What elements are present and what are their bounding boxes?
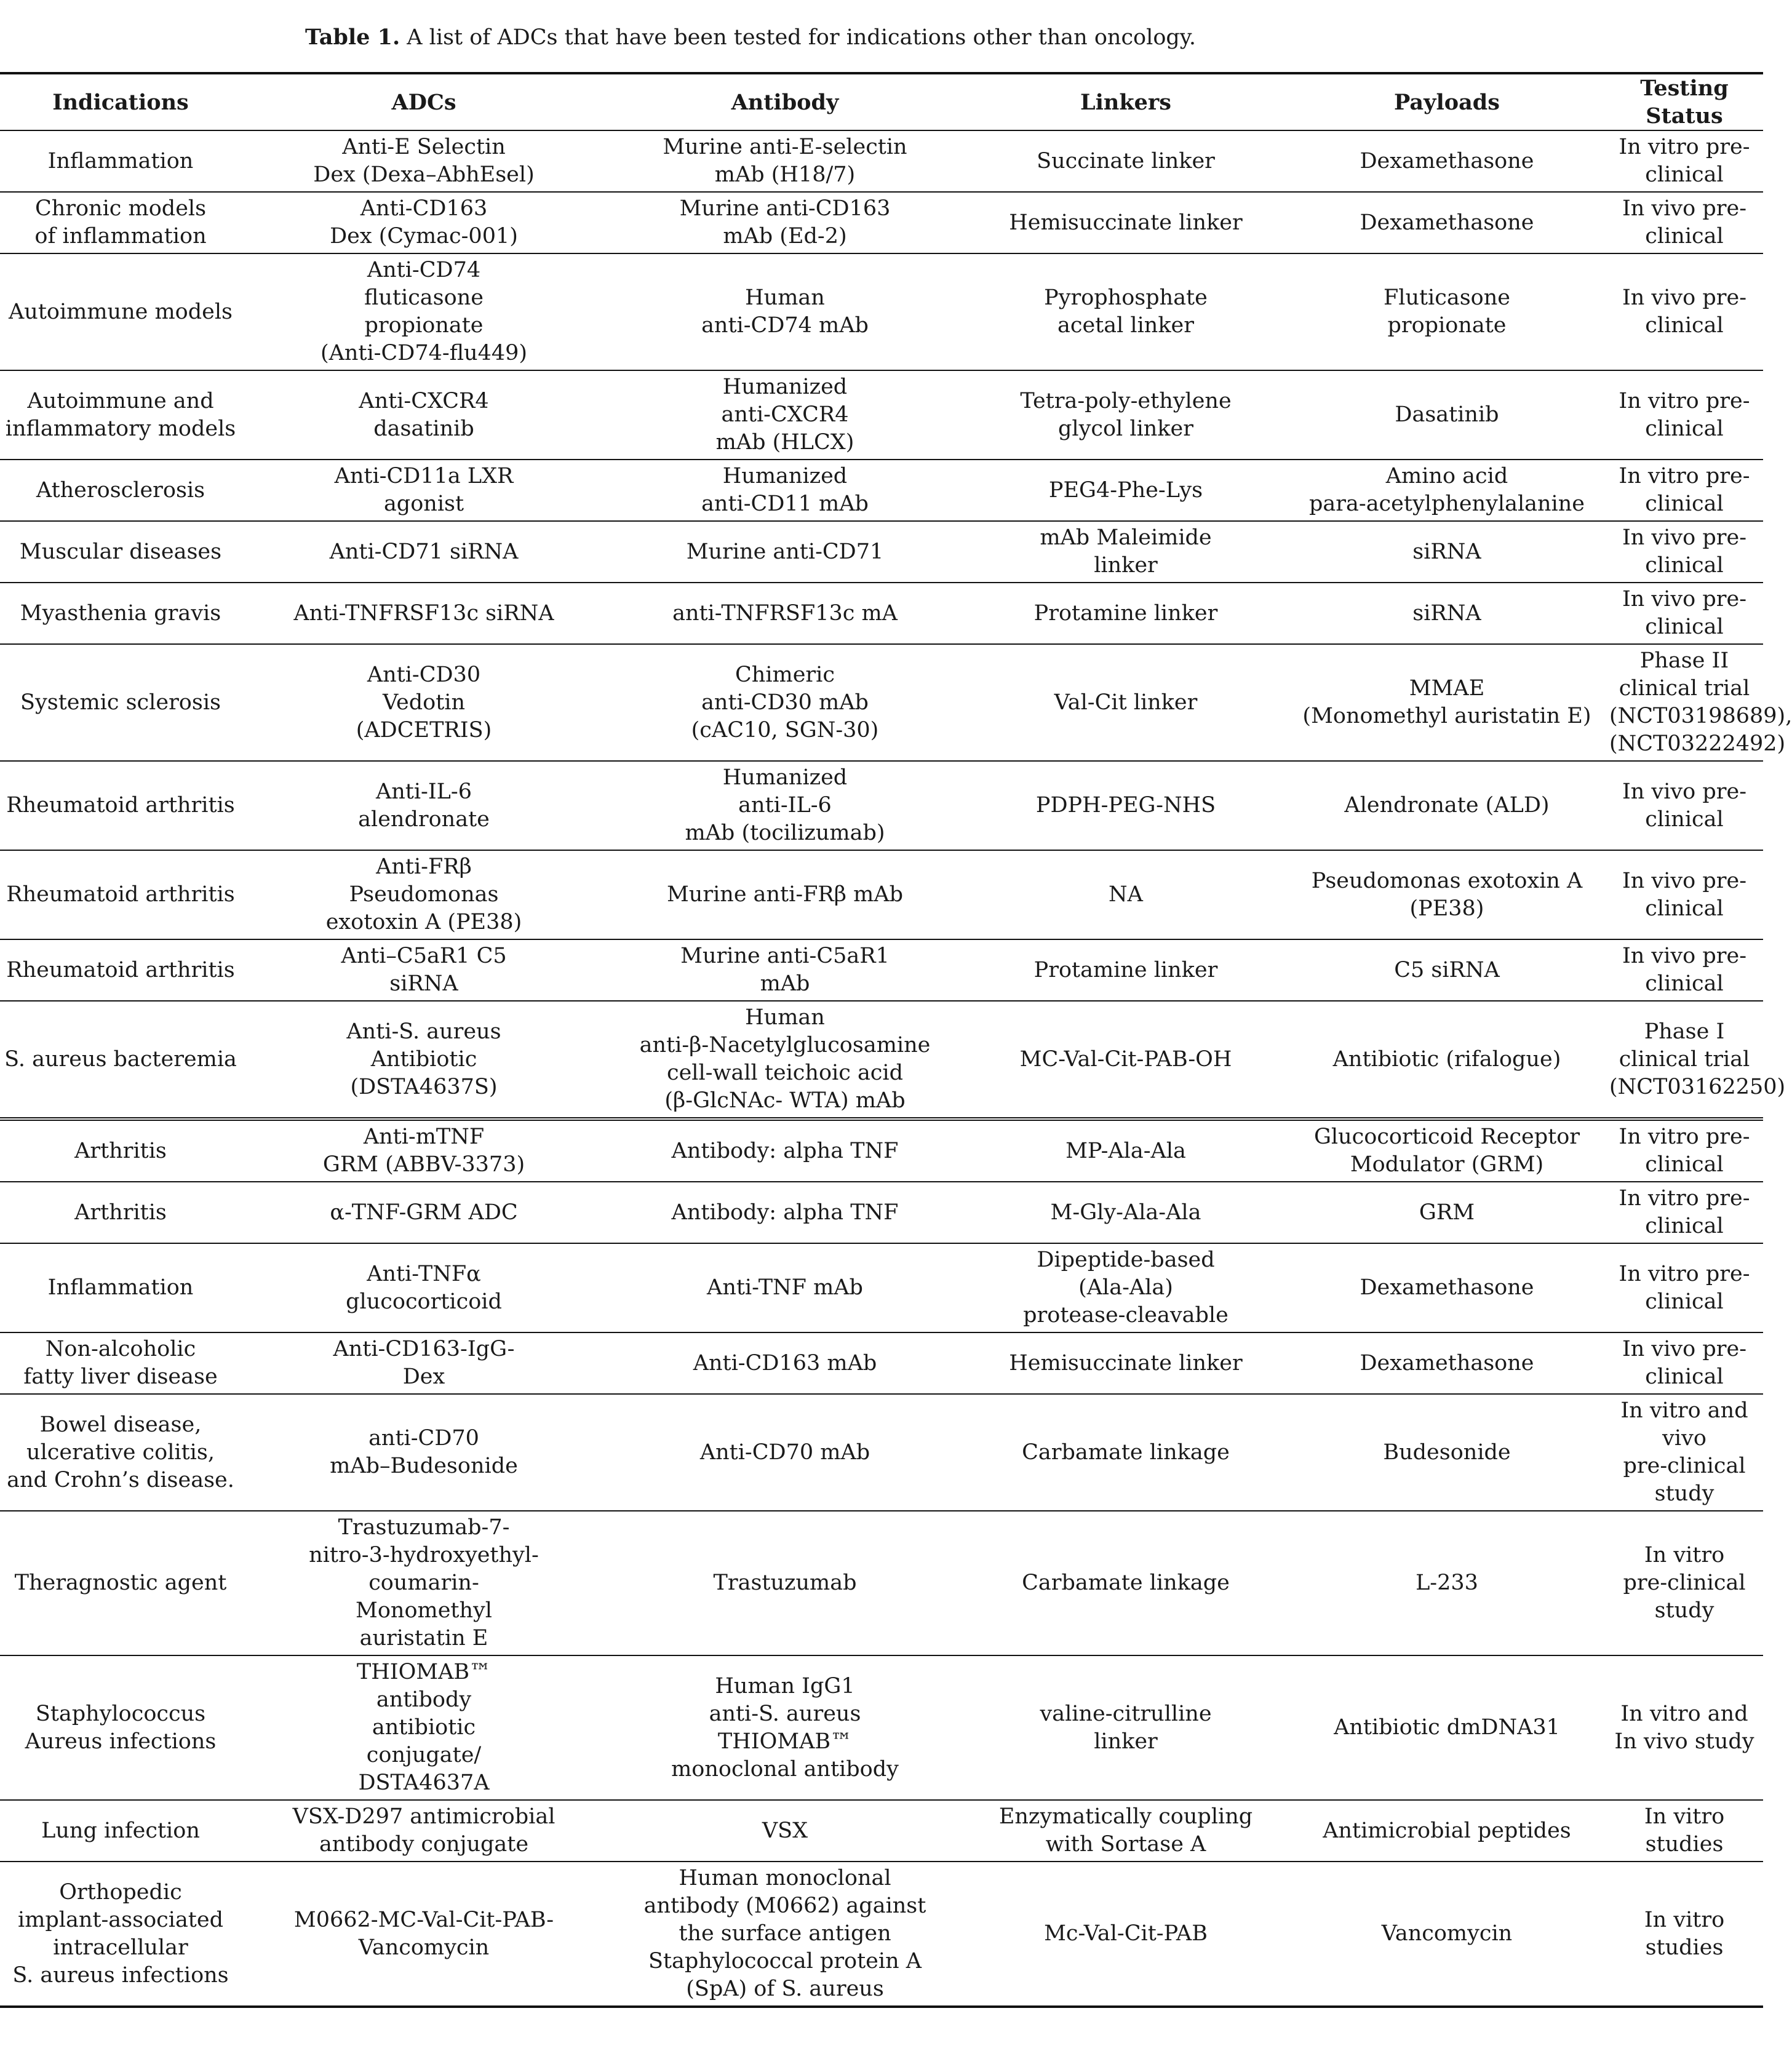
payload-cell: C5 siRNA xyxy=(1288,939,1606,1001)
payload-cell: Dexamethasone xyxy=(1288,192,1606,253)
header-indications: Indications xyxy=(0,73,241,130)
status-cell: In vitro pre-clinical xyxy=(1606,1243,1763,1332)
adc-cell: anti-CD70 mAb–Budesonide xyxy=(241,1394,607,1511)
indication-cell: Arthritis xyxy=(0,1182,241,1243)
linker-cell: MC-Val-Cit-PAB-OH xyxy=(963,1001,1288,1119)
table-row xyxy=(0,1243,1763,1332)
payload-cell: Antimicrobial peptides xyxy=(1288,1800,1606,1862)
status-cell: In vitro pre-clinical xyxy=(1606,1119,1763,1182)
antibody-cell: anti-TNFRSF13c mA xyxy=(607,583,963,644)
status-cell: In vitro pre-clinical xyxy=(1606,460,1763,521)
indication-cell: Autoimmune and inflammatory models xyxy=(0,370,241,460)
status-cell: Phase II clinical trial (NCT03198689), (NCT03222492) xyxy=(1606,644,1763,761)
linker-cell: Hemisuccinate linker xyxy=(963,192,1288,253)
table-row xyxy=(0,1001,1763,1119)
payload-cell: Glucocorticoid Receptor Modulator (GRM) xyxy=(1288,1119,1606,1182)
antibody-cell: Murine anti-E-selectin mAb (H18/7) xyxy=(607,130,963,192)
linker-cell: Carbamate linkage xyxy=(963,1511,1288,1655)
antibody-cell: Antibody: alpha TNF xyxy=(607,1119,963,1182)
table-row xyxy=(0,130,1763,192)
adc-cell: THIOMAB™ antibody antibiotic conjugate/ DSTA4637A xyxy=(241,1655,607,1800)
payload-cell: siRNA xyxy=(1288,521,1606,583)
linker-cell: MP-Ala-Ala xyxy=(963,1119,1288,1182)
adc-cell: Anti-S. aureus Antibiotic (DSTA4637S) xyxy=(241,1001,607,1119)
indication-cell: Chronic models of inflammation xyxy=(0,192,241,253)
indication-cell: Autoimmune models xyxy=(0,253,241,370)
status-cell: In vitro pre-clinical xyxy=(1606,1182,1763,1243)
indication-cell: Atherosclerosis xyxy=(0,460,241,521)
adc-cell: Anti-CD71 siRNA xyxy=(241,521,607,583)
linker-cell: Succinate linker xyxy=(963,130,1288,192)
status-cell: In vitro pre-clinical study xyxy=(1606,1511,1763,1655)
payload-cell: Amino acid para-acetylphenylalanine xyxy=(1288,460,1606,521)
caption-label: Table 1. xyxy=(305,25,400,50)
adc-cell: Anti-CXCR4 dasatinib xyxy=(241,370,607,460)
adc-cell: Anti-TNFα glucocorticoid xyxy=(241,1243,607,1332)
antibody-cell: Human anti-β-Nacetylglucosamine cell-wall teichoic acid (β-GlcNAc- WTA) mAb xyxy=(607,1001,963,1119)
adc-cell: M0662-MC-Val-Cit-PAB- Vancomycin xyxy=(241,1862,607,2007)
indication-cell: Rheumatoid arthritis xyxy=(0,761,241,850)
antibody-cell: Anti-CD70 mAb xyxy=(607,1394,963,1511)
payload-cell: Pseudomonas exotoxin A (PE38) xyxy=(1288,850,1606,939)
table-body xyxy=(0,130,1792,2007)
payload-cell: Dasatinib xyxy=(1288,370,1606,460)
antibody-cell: Murine anti-C5aR1 mAb xyxy=(607,939,963,1001)
table-row xyxy=(0,1332,1763,1394)
antibody-cell: Humanized anti-CXCR4 mAb (HLCX) xyxy=(607,370,963,460)
indication-cell: Rheumatoid arthritis xyxy=(0,850,241,939)
indication-cell: Non-alcoholic fatty liver disease xyxy=(0,1332,241,1394)
header-antibody: Antibody xyxy=(607,73,963,130)
status-cell: In vivo pre-clinical xyxy=(1606,850,1763,939)
indication-cell: Lung infection xyxy=(0,1800,241,1862)
antibody-cell: Anti-CD163 mAb xyxy=(607,1332,963,1394)
linker-cell: mAb Maleimide linker xyxy=(963,521,1288,583)
table-row xyxy=(0,1511,1763,1655)
payload-cell: Alendronate (ALD) xyxy=(1288,761,1606,850)
header-testing-status: Testing Status xyxy=(1606,73,1763,130)
table-row xyxy=(0,521,1763,583)
status-cell: In vivo pre-clinical xyxy=(1606,253,1763,370)
table-row xyxy=(0,370,1763,460)
payload-cell: Antibiotic (rifalogue) xyxy=(1288,1001,1606,1119)
indication-cell: Systemic sclerosis xyxy=(0,644,241,761)
status-cell: Phase I clinical trial (NCT03162250) xyxy=(1606,1001,1763,1119)
status-cell: In vitro and vivo pre-clinical study xyxy=(1606,1394,1763,1511)
adc-cell: Anti-IL-6 alendronate xyxy=(241,761,607,850)
table-row xyxy=(0,1119,1763,1182)
status-cell: In vivo pre-clinical xyxy=(1606,192,1763,253)
antibody-cell: Murine anti-FRβ mAb xyxy=(607,850,963,939)
header-adcs: ADCs xyxy=(241,73,607,130)
adc-cell: Anti-CD74 fluticasone propionate (Anti-CD74-flu449) xyxy=(241,253,607,370)
status-cell: In vitro studies xyxy=(1606,1800,1763,1862)
linker-cell: PEG4-Phe-Lys xyxy=(963,460,1288,521)
table-header-row xyxy=(0,73,1763,130)
indication-cell: Muscular diseases xyxy=(0,521,241,583)
header-linkers: Linkers xyxy=(963,73,1288,130)
antibody-cell: Murine anti-CD71 xyxy=(607,521,963,583)
status-cell: In vivo pre-clinical xyxy=(1606,761,1763,850)
adc-cell: Anti-CD163 Dex (Cymac-001) xyxy=(241,192,607,253)
header-payloads: Payloads xyxy=(1288,73,1606,130)
antibody-cell: VSX xyxy=(607,1800,963,1862)
table-row xyxy=(0,1394,1763,1511)
linker-cell: Dipeptide-based (Ala-Ala) protease-cleavable xyxy=(963,1243,1288,1332)
adc-cell: Anti-CD11a LXR agonist xyxy=(241,460,607,521)
linker-cell: Tetra-poly-ethylene glycol linker xyxy=(963,370,1288,460)
adc-cell: Anti-CD30 Vedotin (ADCETRIS) xyxy=(241,644,607,761)
payload-cell: GRM xyxy=(1288,1182,1606,1243)
payload-cell: Dexamethasone xyxy=(1288,130,1606,192)
adc-cell: VSX-D297 antimicrobial antibody conjugate xyxy=(241,1800,607,1862)
linker-cell: Pyrophosphate acetal linker xyxy=(963,253,1288,370)
status-cell: In vivo pre-clinical xyxy=(1606,1332,1763,1394)
linker-cell: Mc-Val-Cit-PAB xyxy=(963,1862,1288,2007)
linker-cell: Carbamate linkage xyxy=(963,1394,1288,1511)
linker-cell: Hemisuccinate linker xyxy=(963,1332,1288,1394)
payload-cell: Antibiotic dmDNA31 xyxy=(1288,1655,1606,1800)
status-cell: In vitro pre-clinical xyxy=(1606,130,1763,192)
table-row xyxy=(0,644,1763,761)
table-row xyxy=(0,1655,1763,1800)
status-cell: In vitro and In vivo study xyxy=(1606,1655,1763,1800)
indication-cell: Inflammation xyxy=(0,1243,241,1332)
linker-cell: valine-citrulline linker xyxy=(963,1655,1288,1800)
payload-cell: siRNA xyxy=(1288,583,1606,644)
indication-cell: Inflammation xyxy=(0,130,241,192)
antibody-cell: Anti-TNF mAb xyxy=(607,1243,963,1332)
linker-cell: Enzymatically coupling with Sortase A xyxy=(963,1800,1288,1862)
payload-cell: L-233 xyxy=(1288,1511,1606,1655)
antibody-cell: Human monoclonal antibody (M0662) against the surface antigen Staphylococcal protein A (SpA) of S. aureus xyxy=(607,1862,963,2007)
table-row xyxy=(0,1800,1763,1862)
table-row xyxy=(0,761,1763,850)
adc-cell: Anti-E Selectin Dex (Dexa–AbhEsel) xyxy=(241,130,607,192)
indication-cell: Rheumatoid arthritis xyxy=(0,939,241,1001)
antibody-cell: Humanized anti-IL-6 mAb (tocilizumab) xyxy=(607,761,963,850)
table-row xyxy=(0,1182,1763,1243)
table-row xyxy=(0,1862,1763,2007)
linker-cell: NA xyxy=(963,850,1288,939)
status-cell: In vivo pre-clinical xyxy=(1606,521,1763,583)
caption-text: A list of ADCs that have been tested for indications other than oncology. xyxy=(407,25,1197,50)
table-caption xyxy=(305,23,1196,52)
status-cell: In vivo pre-clinical xyxy=(1606,939,1763,1001)
payload-cell: Budesonide xyxy=(1288,1394,1606,1511)
status-cell: In vitro studies xyxy=(1606,1862,1763,2007)
indication-cell: Theragnostic agent xyxy=(0,1511,241,1655)
adc-cell: Anti-mTNF GRM (ABBV-3373) xyxy=(241,1119,607,1182)
linker-cell: Val-Cit linker xyxy=(963,644,1288,761)
payload-cell: Vancomycin xyxy=(1288,1862,1606,2007)
table-row xyxy=(0,460,1763,521)
antibody-cell: Chimeric anti-CD30 mAb (cAC10, SGN-30) xyxy=(607,644,963,761)
indication-cell: Bowel disease, ulcerative colitis, and Crohn’s disease. xyxy=(0,1394,241,1511)
antibody-cell: Humanized anti-CD11 mAb xyxy=(607,460,963,521)
antibody-cell: Antibody: alpha TNF xyxy=(607,1182,963,1243)
antibody-cell: Murine anti-CD163 mAb (Ed-2) xyxy=(607,192,963,253)
indication-cell: Myasthenia gravis xyxy=(0,583,241,644)
linker-cell: PDPH-PEG-NHS xyxy=(963,761,1288,850)
linker-cell: Protamine linker xyxy=(963,583,1288,644)
linker-cell: Protamine linker xyxy=(963,939,1288,1001)
payload-cell: Fluticasone propionate xyxy=(1288,253,1606,370)
adc-cell: Anti-TNFRSF13c siRNA xyxy=(241,583,607,644)
indication-cell: Orthopedic implant-associated intracellular S. aureus infections xyxy=(0,1862,241,2007)
adc-cell: Trastuzumab-7- nitro-3-hydroxyethyl- coumarin- Monomethyl auristatin E xyxy=(241,1511,607,1655)
table-row xyxy=(0,253,1763,370)
indication-cell: Arthritis xyxy=(0,1119,241,1182)
payload-cell: Dexamethasone xyxy=(1288,1332,1606,1394)
antibody-cell: Human anti-CD74 mAb xyxy=(607,253,963,370)
adc-cell: Anti-FRβ Pseudomonas exotoxin A (PE38) xyxy=(241,850,607,939)
antibody-cell: Human IgG1 anti-S. aureus THIOMAB™ monoclonal antibody xyxy=(607,1655,963,1800)
adc-cell: α-TNF-GRM ADC xyxy=(241,1182,607,1243)
linker-cell: M-Gly-Ala-Ala xyxy=(963,1182,1288,1243)
adc-table xyxy=(0,72,1792,2008)
payload-cell: MMAE (Monomethyl auristatin E) xyxy=(1288,644,1606,761)
antibody-cell: Trastuzumab xyxy=(607,1511,963,1655)
adc-cell: Anti-CD163-IgG- Dex xyxy=(241,1332,607,1394)
status-cell: In vitro pre-clinical xyxy=(1606,370,1763,460)
payload-cell: Dexamethasone xyxy=(1288,1243,1606,1332)
table-row xyxy=(0,583,1763,644)
table-row xyxy=(0,939,1763,1001)
table-row xyxy=(0,192,1763,253)
status-cell: In vivo pre-clinical xyxy=(1606,583,1763,644)
indication-cell: S. aureus bacteremia xyxy=(0,1001,241,1119)
table-row xyxy=(0,850,1763,939)
indication-cell: Staphylococcus Aureus infections xyxy=(0,1655,241,1800)
adc-cell: Anti–C5aR1 C5 siRNA xyxy=(241,939,607,1001)
